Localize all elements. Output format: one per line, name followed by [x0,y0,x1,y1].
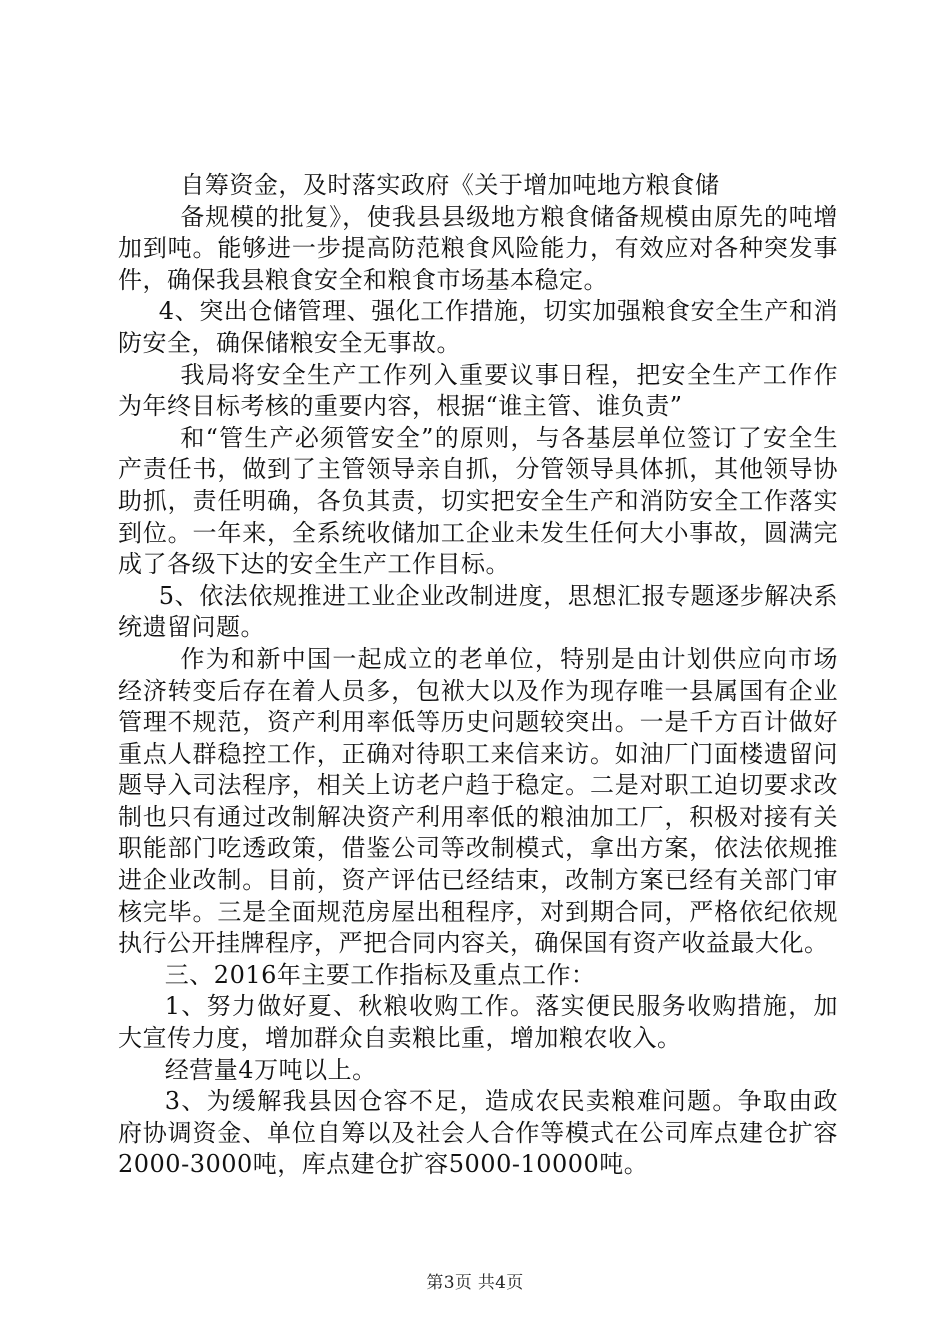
paragraph-7: 作为和新中国一起成立的老单位，特别是由计划供应向市场经济转变后存在着人员多，包袱大以及作为现存唯一县属国有企业管理不规范，资产利用率低等历史问题较突出。一是千方百计做好重点人群稳控工作，正确对待职工来信来访。如油厂门面楼遗留问题导入司法程序，相关上访老户趋于稳定。二是对职工迫切要求改制也只有通过改制解决资产利用率低的粮油加工厂，积极对接有关职能部门吃透政策，借鉴公司等改制模式，拿出方案，依法依规推进企业改制。目前，资产评估已经结束，改制方案已经有关部门审核完毕。三是全面规范房屋出租程序，对到期合同，严格依纪依规执行公开挂牌程序，严把合同内容关，确保国有资产收益最大化。 [118,644,838,958]
paragraph-10: 经营量4万吨以上。 [164,1055,377,1084]
paragraph-8-section-heading: 三、2016年主要工作指标及重点工作： [164,960,596,989]
paragraph-9: 1、努力做好夏、秋粮收购工作。落实便民服务收购措施，加大宣传力度，增加群众自卖粮比重，增加粮农收入。 [118,992,838,1053]
document-body [118,170,838,1181]
paragraph-2: 备规模的批复》，使我县县级地方粮食储备规模由原先的吨增加到吨。能够进一步提高防范粮食风险能力，有效应对各种突发事件，确保我县粮食安全和粮食市场基本稳定。 [118,202,838,294]
paragraph-1: 自筹资金，及时落实政府《关于增加吨地方粮食储 [180,171,720,199]
paragraph-5: 和“管生产必须管安全”的原则，与各基层单位签订了安全生产责任书，做到了主管领导亲自抓，分管领导具体抓，其他领导协助抓，责任明确，各负其责，切实把安全生产和消防安全工作落实到位。一年来，全系统收储加工企业未发生任何大小事故，圆满完成了各级下达的安全生产工作目标。 [118,423,838,579]
page-footer: 第3页 共4页 [426,1273,524,1293]
paragraph-11: 3、为缓解我县因仓容不足，造成农民卖粮难问题。争取由政府协调资金、单位自筹以及社会人合作等模式在公司库点建仓扩容2000-3000吨，库点建仓扩容5000-10000吨。 [118,1087,838,1179]
paragraph-4: 我局将安全生产工作列入重要议事日程，把安全生产工作作为年终目标考核的重要内容，根据“谁主管、谁负责” [118,360,838,421]
paragraph-6: 5、依法依规推进工业企业改制进度，思想汇报专题逐步解决系统遗留问题。 [118,581,838,642]
paragraph-3: 4、突出仓储管理、强化工作措施，切实加强粮食安全生产和消防安全，确保储粮安全无事故。 [118,297,838,357]
